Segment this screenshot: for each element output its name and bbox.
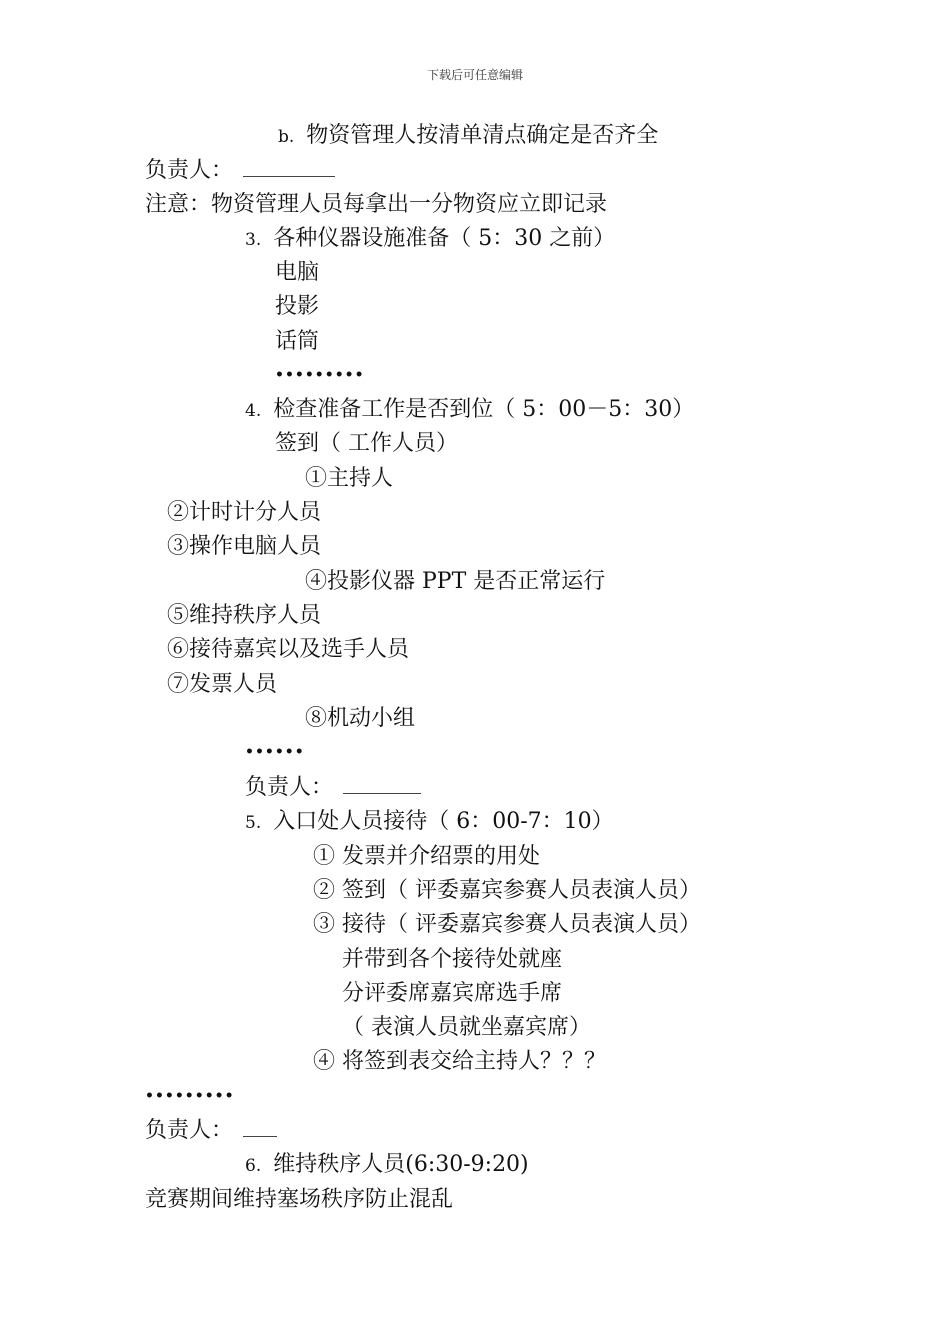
doc-line: 分评委席嘉宾席选手席 (342, 981, 563, 1006)
doc-line: ③操作电脑人员 (167, 534, 322, 559)
doc-line: ⑧机动小组 (305, 706, 416, 731)
line-text: 负责人： (145, 1118, 234, 1143)
responsible-person-line (145, 1116, 277, 1146)
doc-line: 签到（ 工作人员） (275, 431, 458, 456)
list-number: 4. (245, 401, 262, 421)
doc-line: 话筒 (275, 329, 320, 354)
doc-line: 电脑 (275, 260, 320, 285)
blank-underline (243, 156, 335, 177)
doc-line: ⑤维持秩序人员 (167, 603, 322, 628)
doc-line (278, 121, 658, 152)
doc-line (245, 807, 614, 838)
doc-line: ③ 接待（ 评委嘉宾参赛人员表演人员） (313, 912, 701, 937)
line-text: 负责人： (145, 158, 234, 183)
blank-underline (343, 773, 421, 794)
doc-line: ② 签到（ 评委嘉宾参赛人员表演人员） (313, 878, 701, 903)
doc-line: 投影 (275, 294, 320, 319)
doc-line: （ 表演人员就坐嘉宾席） (342, 1015, 591, 1040)
doc-line (245, 395, 694, 426)
responsible-person-line (145, 156, 335, 186)
list-number: 5. (245, 813, 262, 833)
ellipsis-dots: •••••• (245, 744, 305, 760)
ellipsis-dots: ••••••••• (145, 1088, 235, 1104)
doc-line: ⑥接待嘉宾以及选手人员 (167, 637, 410, 662)
line-text: 检查准备工作是否到位（ 5：00－5：30） (273, 397, 695, 422)
doc-line: 注意：物资管理人员每拿出一分物资应立即记录 (145, 192, 608, 217)
doc-line (245, 1150, 529, 1181)
list-number: 3. (245, 230, 262, 250)
doc-line: ①主持人 (305, 466, 394, 491)
doc-line: ⑦发票人员 (167, 672, 278, 697)
doc-line: ④投影仪器 PPT 是否正常运行 (305, 569, 606, 594)
responsible-person-line (245, 773, 421, 803)
blank-underline (243, 1116, 277, 1137)
doc-line: 竞赛期间维持塞场秩序防止混乱 (145, 1187, 454, 1212)
line-text: 各种仪器设施准备（ 5：30 之前） (273, 226, 616, 251)
list-number: 6. (245, 1156, 262, 1176)
line-text: 维持秩序人员(6:30-9:20) (273, 1152, 529, 1177)
ellipsis-dots: ••••••••• (275, 367, 365, 383)
line-text: 入口处人员接待（ 6：00-7：10） (273, 809, 614, 834)
doc-line (245, 224, 615, 255)
doc-line: ① 发票并介绍票的用处 (313, 844, 540, 869)
line-text: 负责人： (245, 775, 334, 800)
page-header-note: 下载后可任意编辑 (426, 68, 523, 82)
list-number: b. (278, 127, 295, 147)
doc-line: ②计时计分人员 (167, 500, 322, 525)
line-text: 物资管理人按清单清点确定是否齐全 (306, 123, 659, 148)
doc-line: 并带到各个接待处就座 (342, 947, 563, 972)
doc-line: ④ 将签到表交给主持人？？？ (313, 1049, 606, 1074)
